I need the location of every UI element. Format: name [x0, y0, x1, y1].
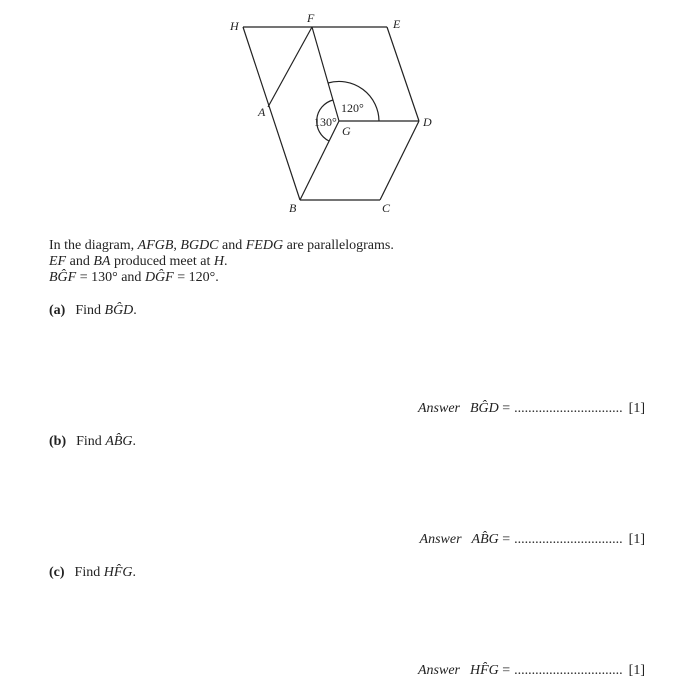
question-a-label: (a) [49, 303, 66, 318]
point-label-b: B [289, 201, 297, 215]
answer-line-a: Answer BĜD = ............................... [1] [417, 401, 645, 416]
intro-line-2: EF and BA produced meet at H. [49, 254, 228, 269]
point-label-a: A [258, 105, 266, 119]
line-f-a [268, 27, 312, 107]
point-label-e: E [393, 17, 401, 31]
question-b-label: (b) [49, 434, 67, 449]
point-label-g: G [342, 124, 351, 138]
line-e-d [387, 27, 419, 121]
question-a: (a) Find BĜD. [49, 303, 137, 318]
point-label-c: C [382, 201, 391, 215]
line-h-b [243, 27, 300, 200]
question-b: (b) Find AB̂G. [49, 434, 137, 449]
answer-blank-b[interactable]: ............................... [514, 532, 623, 547]
point-label-h: H [230, 19, 239, 33]
angle-label-bgf: 130° [314, 115, 337, 129]
point-label-d: D [423, 115, 432, 129]
answer-line-c: Answer HF̂G = ............................... [1] [417, 663, 645, 678]
intro-line-1: In the diagram, AFGB, BGDC and FEDG are parallelograms. [49, 238, 394, 253]
answer-blank-a[interactable]: ............................... [514, 401, 623, 416]
question-c: (c) Find HF̂G. [49, 565, 137, 580]
intro-line-3: BĜF = 130° and DĜF = 120°. [49, 270, 219, 285]
geometry-diagram [0, 0, 687, 230]
point-label-f: F [307, 11, 315, 25]
angle-label-dgf: 120° [341, 101, 364, 115]
line-d-c [380, 121, 419, 200]
question-c-label: (c) [49, 565, 65, 580]
answer-blank-c[interactable]: ............................... [514, 663, 623, 678]
answer-line-b: Answer AB̂G = ............................... [1] [419, 532, 645, 547]
line-f-g [312, 27, 339, 121]
